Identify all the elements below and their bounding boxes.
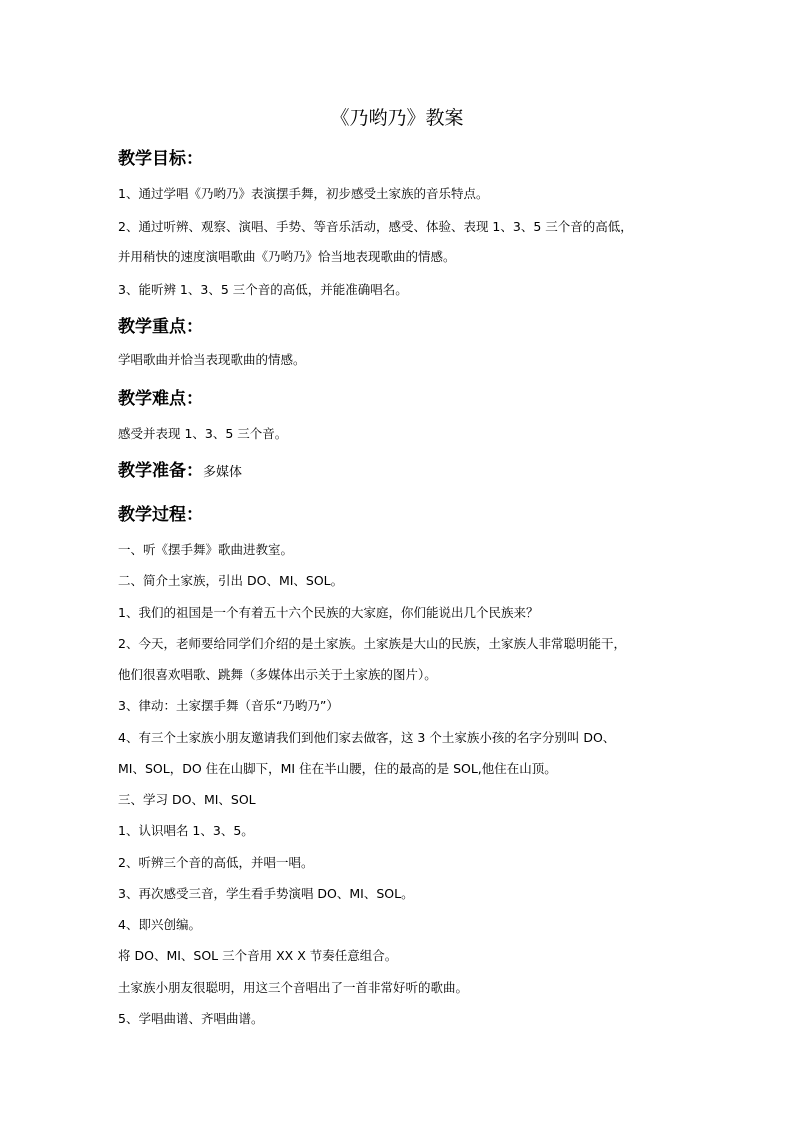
process-line: 1、认识唱名 1、3、5。 [118, 823, 254, 838]
preparation-label: 教学准备： [118, 461, 203, 481]
process-line: 二、简介土家族，引出 DO、MI、SOL。 [118, 573, 344, 588]
process-line: MI、SOL，DO 住在山脚下，MI 住在半山腰，住的最高的是 SOL,他住在山顶。 [118, 761, 557, 776]
process-line: 三、学习 DO、MI、SOL [118, 792, 256, 807]
process-line: 1、我们的祖国是一个有着五十六个民族的大家庭，你们能说出几个民族来？ [118, 605, 539, 620]
process-line: 他们很喜欢唱歌、跳舞（多媒体出示关于土家族的图片）。 [118, 667, 437, 682]
process-heading: 教学过程： [118, 505, 203, 525]
process-line: 2、今天，老师要给同学们介绍的是土家族。土家族是大山的民族，土家族人非常聪明能干， [118, 636, 626, 651]
objectives-line: 3、能听辨 1、3、5 三个音的高低，并能准确唱名。 [118, 282, 408, 297]
process-line: 一、听《摆手舞》歌曲进教室。 [118, 542, 294, 557]
process-line: 3、律动：土家摆手舞（音乐“乃哟乃”） [118, 698, 339, 713]
page-title: 《乃哟乃》教案 [330, 107, 464, 129]
preparation-text: 多媒体 [203, 465, 243, 480]
process-line: 4、即兴创编。 [118, 917, 201, 932]
process-line: 2、听辨三个音的高低，并唱一唱。 [118, 855, 314, 870]
objectives-heading: 教学目标： [118, 149, 203, 169]
difficulties-text: 感受并表现 1、3、5 三个音。 [118, 426, 288, 441]
objectives-line: 2、通过听辨、观察、演唱、手势、等音乐活动，感受、体验、表现 1、3、5 三个音的高低， [118, 219, 633, 234]
process-line: 3、再次感受三音，学生看手势演唱 DO、MI、SOL。 [118, 886, 414, 901]
key-points-text: 学唱歌曲并恰当表现歌曲的情感。 [118, 352, 306, 367]
objectives-line: 1、通过学唱《乃哟乃》表演摆手舞，初步感受土家族的音乐特点。 [118, 186, 489, 201]
key-points-heading: 教学重点： [118, 317, 203, 337]
process-line: 将 DO、MI、SOL 三个音用 XX X 节奏任意组合。 [118, 948, 398, 963]
process-line: 5、学唱曲谱、齐唱曲谱。 [118, 1011, 264, 1026]
preparation-heading [118, 460, 242, 484]
process-line: 4、有三个土家族小朋友邀请我们到他们家去做客，这 3 个土家族小孩的名字分别叫 DO、 [118, 730, 616, 745]
process-line: 土家族小朋友很聪明，用这三个音唱出了一首非常好听的歌曲。 [118, 980, 469, 995]
difficulties-heading: 教学难点： [118, 389, 203, 409]
objectives-line: 并用稍快的速度演唱歌曲《乃哟乃》恰当地表现歌曲的情感。 [118, 249, 456, 264]
